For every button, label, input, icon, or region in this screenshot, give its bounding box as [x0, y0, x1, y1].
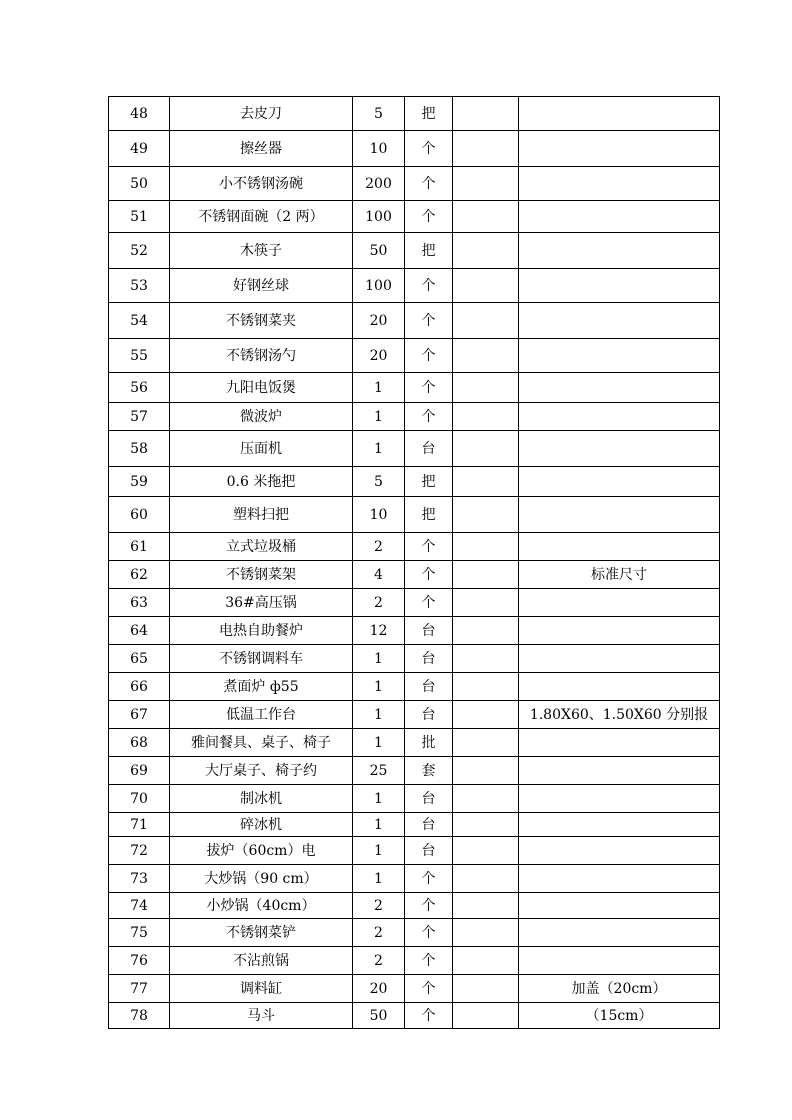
item-number-cell: 56	[109, 373, 170, 403]
item-name-cell: 不锈钢面碗（2 两）	[170, 201, 353, 233]
item-note-cell	[519, 373, 720, 403]
item-name-cell: 制冰机	[170, 785, 353, 813]
item-note-cell	[519, 201, 720, 233]
item-quantity-cell: 1	[353, 865, 405, 893]
table-row	[109, 233, 720, 269]
item-note-cell: 加盖（20cm）	[519, 975, 720, 1003]
item-unit-cell: 个	[405, 865, 453, 893]
item-quantity-cell: 20	[353, 303, 405, 339]
item-note-cell	[519, 97, 720, 131]
item-blank-cell	[453, 701, 519, 729]
item-number-cell: 59	[109, 467, 170, 497]
item-number-cell: 65	[109, 645, 170, 673]
item-unit-cell: 个	[405, 167, 453, 201]
item-unit-cell: 把	[405, 497, 453, 533]
item-number-cell: 73	[109, 865, 170, 893]
item-quantity-cell: 20	[353, 975, 405, 1003]
item-unit-cell: 台	[405, 813, 453, 837]
item-number-cell: 58	[109, 431, 170, 467]
item-blank-cell	[453, 201, 519, 233]
item-quantity-cell: 1	[353, 837, 405, 865]
item-unit-cell: 台	[405, 837, 453, 865]
item-quantity-cell: 25	[353, 757, 405, 785]
item-number-cell: 52	[109, 233, 170, 269]
item-note-cell	[519, 167, 720, 201]
table-row	[109, 303, 720, 339]
item-quantity-cell: 1	[353, 403, 405, 431]
table-row	[109, 561, 720, 589]
item-note-cell	[519, 339, 720, 373]
item-note-cell	[519, 589, 720, 617]
item-number-cell: 53	[109, 269, 170, 303]
table-row	[109, 919, 720, 947]
item-unit-cell: 个	[405, 201, 453, 233]
item-blank-cell	[453, 167, 519, 201]
item-quantity-cell: 2	[353, 533, 405, 561]
item-blank-cell	[453, 269, 519, 303]
item-note-cell: 1.80X60、1.50X60 分别报	[519, 701, 720, 729]
item-blank-cell	[453, 1003, 519, 1029]
item-quantity-cell: 4	[353, 561, 405, 589]
table-row	[109, 785, 720, 813]
table-row	[109, 617, 720, 645]
item-blank-cell	[453, 893, 519, 919]
table-row	[109, 403, 720, 431]
table-row	[109, 865, 720, 893]
item-number-cell: 64	[109, 617, 170, 645]
item-name-cell: 擦丝器	[170, 131, 353, 167]
item-unit-cell: 个	[405, 589, 453, 617]
item-unit-cell: 台	[405, 617, 453, 645]
item-name-cell: 低温工作台	[170, 701, 353, 729]
table-row	[109, 373, 720, 403]
item-note-cell	[519, 617, 720, 645]
table-row	[109, 269, 720, 303]
item-name-cell: 不锈钢调料车	[170, 645, 353, 673]
item-quantity-cell: 1	[353, 785, 405, 813]
item-name-cell: 雅间餐具、桌子、椅子	[170, 729, 353, 757]
item-unit-cell: 个	[405, 131, 453, 167]
item-unit-cell: 个	[405, 269, 453, 303]
table-row	[109, 757, 720, 785]
item-blank-cell	[453, 431, 519, 467]
item-number-cell: 54	[109, 303, 170, 339]
item-unit-cell: 个	[405, 947, 453, 975]
item-quantity-cell: 1	[353, 373, 405, 403]
inventory-table-body	[109, 97, 720, 1029]
table-row	[109, 467, 720, 497]
item-quantity-cell: 1	[353, 701, 405, 729]
item-quantity-cell: 2	[353, 893, 405, 919]
item-quantity-cell: 12	[353, 617, 405, 645]
item-quantity-cell: 50	[353, 1003, 405, 1029]
table-row	[109, 167, 720, 201]
item-name-cell: 36#高压锅	[170, 589, 353, 617]
item-unit-cell: 把	[405, 467, 453, 497]
item-name-cell: 不锈钢汤勺	[170, 339, 353, 373]
item-quantity-cell: 1	[353, 729, 405, 757]
item-unit-cell: 台	[405, 673, 453, 701]
table-row	[109, 673, 720, 701]
item-number-cell: 60	[109, 497, 170, 533]
item-note-cell	[519, 757, 720, 785]
item-name-cell: 马斗	[170, 1003, 353, 1029]
item-quantity-cell: 5	[353, 97, 405, 131]
item-name-cell: 九阳电饭煲	[170, 373, 353, 403]
item-note-cell	[519, 729, 720, 757]
item-note-cell	[519, 813, 720, 837]
item-unit-cell: 台	[405, 431, 453, 467]
item-name-cell: 不沾煎锅	[170, 947, 353, 975]
item-number-cell: 48	[109, 97, 170, 131]
table-row	[109, 431, 720, 467]
item-unit-cell: 个	[405, 339, 453, 373]
item-quantity-cell: 2	[353, 589, 405, 617]
item-blank-cell	[453, 729, 519, 757]
item-name-cell: 煮面炉 ф55	[170, 673, 353, 701]
item-quantity-cell: 10	[353, 131, 405, 167]
item-unit-cell: 套	[405, 757, 453, 785]
table-row	[109, 533, 720, 561]
table-row	[109, 975, 720, 1003]
item-blank-cell	[453, 975, 519, 1003]
item-number-cell: 69	[109, 757, 170, 785]
item-unit-cell: 个	[405, 919, 453, 947]
item-name-cell: 调料缸	[170, 975, 353, 1003]
item-blank-cell	[453, 757, 519, 785]
item-number-cell: 49	[109, 131, 170, 167]
item-note-cell	[519, 269, 720, 303]
item-name-cell: 小不锈钢汤碗	[170, 167, 353, 201]
item-unit-cell: 个	[405, 403, 453, 431]
item-name-cell: 立式垃圾桶	[170, 533, 353, 561]
item-quantity-cell: 2	[353, 947, 405, 975]
item-number-cell: 61	[109, 533, 170, 561]
item-note-cell	[519, 785, 720, 813]
item-blank-cell	[453, 303, 519, 339]
table-row	[109, 131, 720, 167]
item-name-cell: 去皮刀	[170, 97, 353, 131]
item-quantity-cell: 100	[353, 201, 405, 233]
item-note-cell	[519, 131, 720, 167]
item-note-cell	[519, 837, 720, 865]
item-number-cell: 76	[109, 947, 170, 975]
item-blank-cell	[453, 373, 519, 403]
table-row	[109, 813, 720, 837]
item-name-cell: 大厅桌子、椅子约	[170, 757, 353, 785]
item-unit-cell: 个	[405, 303, 453, 339]
item-note-cell	[519, 467, 720, 497]
item-name-cell: 碎冰机	[170, 813, 353, 837]
item-name-cell: 木筷子	[170, 233, 353, 269]
item-quantity-cell: 1	[353, 645, 405, 673]
item-name-cell: 大炒锅（90 cm）	[170, 865, 353, 893]
item-quantity-cell: 1	[353, 431, 405, 467]
item-note-cell: （15cm）	[519, 1003, 720, 1029]
item-blank-cell	[453, 97, 519, 131]
item-blank-cell	[453, 467, 519, 497]
table-row	[109, 1003, 720, 1029]
item-note-cell	[519, 431, 720, 467]
item-unit-cell: 个	[405, 561, 453, 589]
item-note-cell	[519, 919, 720, 947]
item-blank-cell	[453, 403, 519, 431]
item-name-cell: 塑料扫把	[170, 497, 353, 533]
item-name-cell: 不锈钢菜架	[170, 561, 353, 589]
item-number-cell: 55	[109, 339, 170, 373]
item-number-cell: 75	[109, 919, 170, 947]
item-name-cell: 不锈钢菜铲	[170, 919, 353, 947]
item-number-cell: 68	[109, 729, 170, 757]
table-row	[109, 701, 720, 729]
item-blank-cell	[453, 785, 519, 813]
item-number-cell: 50	[109, 167, 170, 201]
item-unit-cell: 个	[405, 975, 453, 1003]
item-blank-cell	[453, 673, 519, 701]
item-name-cell: 小炒锅（40cm）	[170, 893, 353, 919]
item-number-cell: 77	[109, 975, 170, 1003]
table-row	[109, 589, 720, 617]
item-blank-cell	[453, 497, 519, 533]
item-blank-cell	[453, 533, 519, 561]
item-name-cell: 微波炉	[170, 403, 353, 431]
item-blank-cell	[453, 339, 519, 373]
item-note-cell	[519, 865, 720, 893]
item-unit-cell: 台	[405, 701, 453, 729]
item-note-cell	[519, 893, 720, 919]
item-quantity-cell: 10	[353, 497, 405, 533]
item-number-cell: 78	[109, 1003, 170, 1029]
table-row	[109, 947, 720, 975]
item-number-cell: 63	[109, 589, 170, 617]
item-unit-cell: 台	[405, 785, 453, 813]
item-blank-cell	[453, 131, 519, 167]
item-note-cell	[519, 673, 720, 701]
item-number-cell: 71	[109, 813, 170, 837]
item-unit-cell: 个	[405, 373, 453, 403]
item-quantity-cell: 100	[353, 269, 405, 303]
item-unit-cell: 个	[405, 533, 453, 561]
item-blank-cell	[453, 865, 519, 893]
table-row	[109, 339, 720, 373]
item-note-cell	[519, 533, 720, 561]
item-number-cell: 62	[109, 561, 170, 589]
item-number-cell: 72	[109, 837, 170, 865]
table-row	[109, 497, 720, 533]
item-quantity-cell: 1	[353, 673, 405, 701]
table-row	[109, 645, 720, 673]
item-unit-cell: 个	[405, 1003, 453, 1029]
item-number-cell: 67	[109, 701, 170, 729]
item-note-cell	[519, 947, 720, 975]
item-blank-cell	[453, 813, 519, 837]
item-blank-cell	[453, 837, 519, 865]
item-note-cell	[519, 403, 720, 431]
item-note-cell	[519, 233, 720, 269]
item-blank-cell	[453, 561, 519, 589]
item-unit-cell: 批	[405, 729, 453, 757]
item-name-cell: 0.6 米拖把	[170, 467, 353, 497]
item-blank-cell	[453, 947, 519, 975]
item-name-cell: 拔炉（60cm）电	[170, 837, 353, 865]
table-row	[109, 893, 720, 919]
item-name-cell: 电热自助餐炉	[170, 617, 353, 645]
item-blank-cell	[453, 645, 519, 673]
item-blank-cell	[453, 919, 519, 947]
item-number-cell: 74	[109, 893, 170, 919]
item-unit-cell: 个	[405, 893, 453, 919]
table-row	[109, 729, 720, 757]
item-name-cell: 好钢丝球	[170, 269, 353, 303]
item-note-cell	[519, 303, 720, 339]
item-number-cell: 70	[109, 785, 170, 813]
item-quantity-cell: 1	[353, 813, 405, 837]
item-quantity-cell: 5	[353, 467, 405, 497]
inventory-table	[108, 96, 720, 1029]
item-quantity-cell: 50	[353, 233, 405, 269]
table-row	[109, 837, 720, 865]
item-number-cell: 57	[109, 403, 170, 431]
item-unit-cell: 把	[405, 233, 453, 269]
item-quantity-cell: 2	[353, 919, 405, 947]
item-quantity-cell: 20	[353, 339, 405, 373]
item-unit-cell: 台	[405, 645, 453, 673]
item-name-cell: 压面机	[170, 431, 353, 467]
table-row	[109, 97, 720, 131]
item-number-cell: 51	[109, 201, 170, 233]
table-row	[109, 201, 720, 233]
item-unit-cell: 把	[405, 97, 453, 131]
item-name-cell: 不锈钢菜夹	[170, 303, 353, 339]
item-quantity-cell: 200	[353, 167, 405, 201]
item-note-cell	[519, 497, 720, 533]
item-note-cell: 标准尺寸	[519, 561, 720, 589]
item-number-cell: 66	[109, 673, 170, 701]
item-blank-cell	[453, 233, 519, 269]
item-blank-cell	[453, 617, 519, 645]
item-note-cell	[519, 645, 720, 673]
item-blank-cell	[453, 589, 519, 617]
